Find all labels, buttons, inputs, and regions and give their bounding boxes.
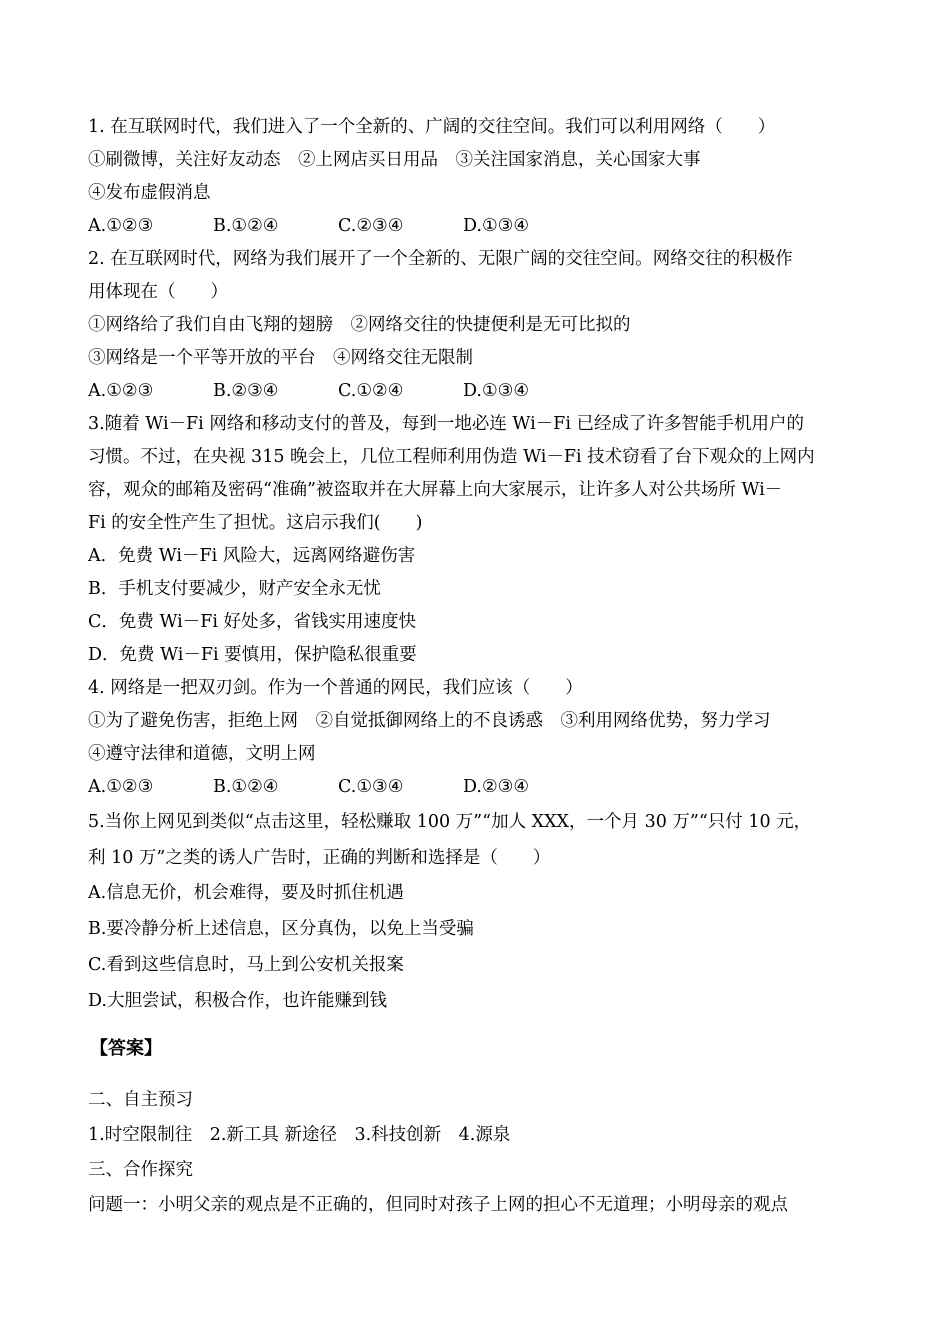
section3-title: 三、合作探究 (88, 1160, 193, 1180)
answers-heading: 【答案】 (90, 1038, 162, 1059)
q2-option-c: C.①②④ (338, 381, 404, 401)
q4-statements-line1: ①为了避免伤害，拒绝上网 ②自觉抵御网络上的不良诱惑 ③利用网络优势，努力学习 (88, 711, 771, 731)
q3-stem-line1: 3.随着 Wi－Fi 网络和移动支付的普及，每到一地必连 Wi－Fi 已经成了许多智能手机用户的 (88, 414, 804, 434)
q5-choice-a: A.信息无价，机会难得，要及时抓住机遇 (88, 883, 404, 903)
q1-statements-line2: ④发布虚假消息 (88, 183, 211, 203)
q5-choice-c: C.看到这些信息时，马上到公安机关报案 (88, 955, 404, 975)
q1-options (88, 214, 878, 238)
q1-option-d: D.①③④ (463, 216, 530, 236)
q3-stem-line4: Fi 的安全性产生了担忧。这启示我们( ) (88, 513, 423, 533)
q5-stem-line2: 利 10 万”之类的诱人广告时，正确的判断和选择是（ ） (88, 848, 551, 868)
q3-choice-d: D．免费 Wi－Fi 要慎用，保护隐私很重要 (88, 645, 417, 665)
q4-statements-line2: ④遵守法律和道德，文明上网 (88, 744, 316, 764)
q3-stem-line3: 容，观众的邮箱及密码“准确”被盗取并在大屏幕上向大家展示，让许多人对公共场所 Wi－ (88, 480, 783, 500)
q1-option-a: A.①②③ (88, 216, 154, 236)
section2-answers: 1.时空限制往 2.新工具 新途径 3.科技创新 4.源泉 (88, 1125, 511, 1145)
q2-options (88, 379, 878, 403)
q1-stem: 1. 在互联网时代，我们进入了一个全新的、广阔的交往空间。我们可以利用网络（ ） (88, 117, 776, 137)
section2-title: 二、自主预习 (88, 1090, 193, 1110)
q5-choice-b: B.要冷静分析上述信息，区分真伪，以免上当受骗 (88, 919, 474, 939)
q5-choice-d: D.大胆尝试，积极合作，也许能赚到钱 (88, 991, 387, 1011)
q2-statements-line2: ③网络是一个平等开放的平台 ④网络交往无限制 (88, 348, 473, 368)
q4-stem: 4. 网络是一把双刃剑。作为一个普通的网民，我们应该（ ） (88, 678, 583, 698)
q2-option-b: B.②③④ (213, 381, 279, 401)
section3-answer-line: 问题一：小明父亲的观点是不正确的，但同时对孩子上网的担心不无道理；小明母亲的观点 (88, 1195, 788, 1215)
q3-stem-line2: 习惯。不过，在央视 315 晚会上，几位工程师利用伪造 Wi－Fi 技术窃看了台下观众的上网内 (88, 447, 815, 467)
q2-stem-line1: 2. 在互联网时代，网络为我们展开了一个全新的、无限广阔的交往空间。网络交往的积极作 (88, 249, 793, 269)
q2-option-d: D.①③④ (463, 381, 530, 401)
q2-stem-line2: 用体现在（ ） (88, 282, 228, 302)
q4-option-d: D.②③④ (463, 777, 530, 797)
q4-option-a: A.①②③ (88, 777, 154, 797)
q2-statements-line1: ①网络给了我们自由飞翔的翅膀 ②网络交往的快捷便利是无可比拟的 (88, 315, 631, 335)
q2-option-a: A.①②③ (88, 381, 154, 401)
q1-option-b: B.①②④ (213, 216, 279, 236)
q5-stem-line1: 5.当你上网见到类似“点击这里，轻松赚取 100 万”“加人 XXX，一个月 30 万”“只付 10 元， (88, 812, 812, 832)
q4-option-c: C.①③④ (338, 777, 404, 797)
q3-choice-b: B．手机支付要减少，财产安全永无忧 (88, 579, 381, 599)
q3-choice-a: A．免费 Wi－Fi 风险大，远离网络避伤害 (88, 546, 416, 566)
q1-option-c: C.②③④ (338, 216, 404, 236)
q3-choice-c: C．免费 Wi－Fi 好处多，省钱实用速度快 (88, 612, 417, 632)
q4-option-b: B.①②④ (213, 777, 279, 797)
q1-statements-line1: ①刷微博，关注好友动态 ②上网店买日用品 ③关注国家消息，关心国家大事 (88, 150, 701, 170)
q4-options (88, 775, 878, 799)
